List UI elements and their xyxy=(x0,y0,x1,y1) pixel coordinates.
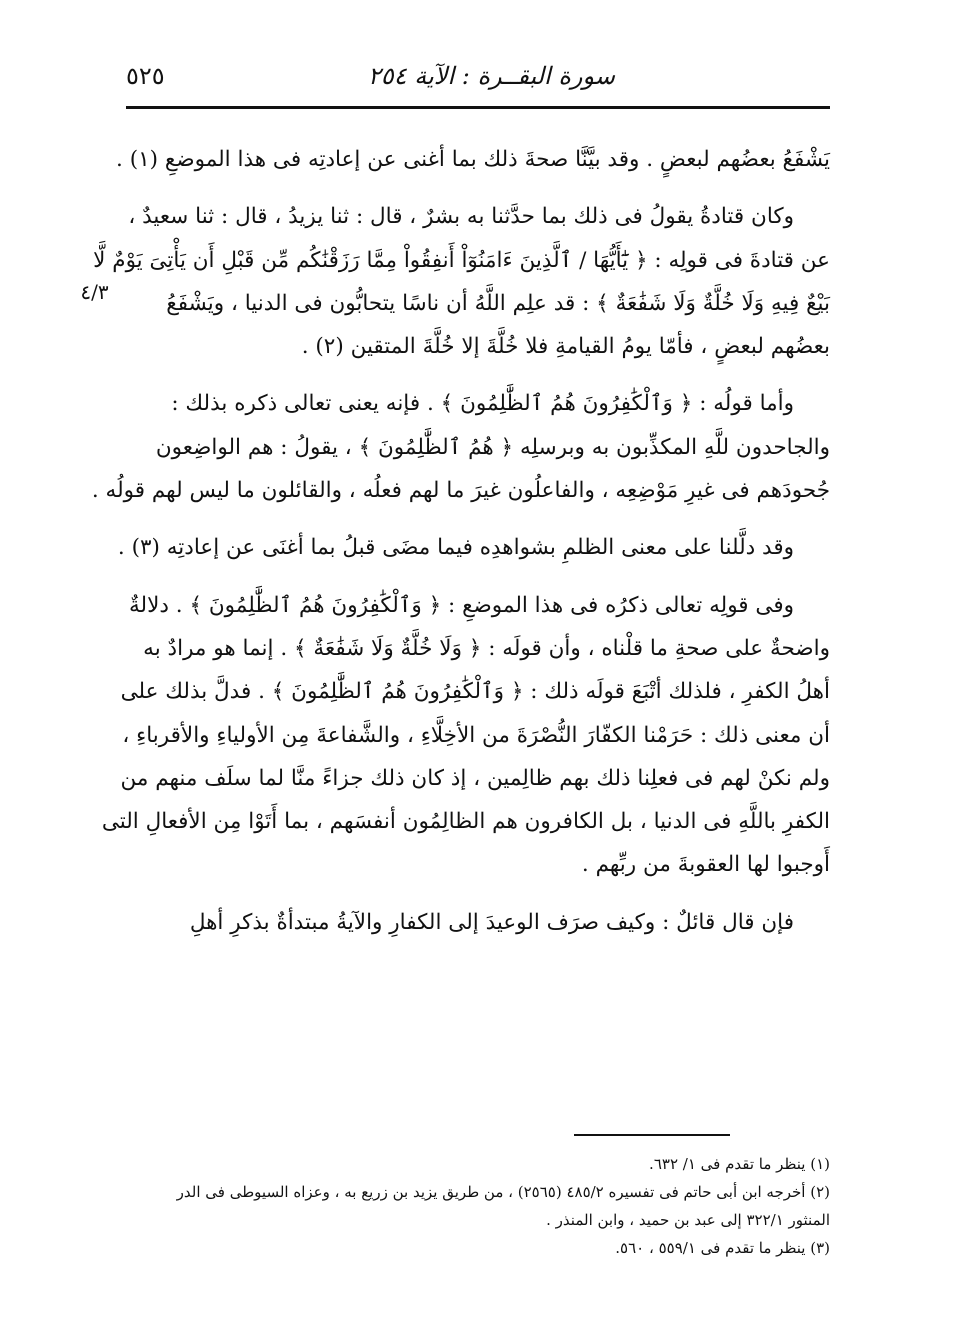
footnote-rule xyxy=(574,1134,730,1136)
text-line: وفى قولِه تعالى ذكرُه فى هذا الموضعِ : ﴿ وَٱلْكَٰفِرُونَ هُمُ ٱلظَّٰلِمُونَ ﴾ . دلالةٌ xyxy=(129,592,794,618)
header-rule xyxy=(126,106,830,109)
footnote-continuation: المنثور ٣٢٢/١ إلى عبد بن حميد ، وابن المنذر . xyxy=(546,1211,830,1229)
paragraph xyxy=(116,138,830,181)
text-line: وأما قولُه : ﴿ وَٱلْكَٰفِرُونَ هُمُ ٱلظَّٰلِمُونَ ﴾ . فإنه يعنى تعالى ذكره بذلك : xyxy=(171,391,794,417)
running-title: سورة البقــرة : الآية ٢٥٤ xyxy=(367,62,615,90)
text-line: والجاحدون للَّهِ المكذِّبون به وبرسلِه ﴿ هُمُ ٱلظَّٰلِمُونَ ﴾ ، يقولُ : هم الواضِعون xyxy=(155,434,830,460)
text-line: الكفرِ باللَّهِ فى الدنيا ، بل الكافرون هم الظالِمُون أنفسَهم ، بما أَتَوْا مِن الأفعالِ التى xyxy=(101,809,830,835)
text-line: بعضُهم لبعضٍ ، فأمّا يومُ القيامةِ فلا خُلَّةَ إلا خُلَّةَ المتقين (٢) . xyxy=(301,334,830,360)
text-line: وكان قتادةُ يقولُ فى ذلك بما حدَّثنا به بشرٌ ، قال : ثنا يزيدُ ، قال : ثنا سعيدٌ ، xyxy=(128,204,794,230)
text-line: أهلُ الكفرِ ، فلذلك أتْبَعَ قولَه ذلك : ﴿ وَٱلْكَٰفِرُونَ هُمُ ٱلظَّٰلِمُونَ ﴾ . فدلَّ بذلك على xyxy=(120,679,830,705)
text-line: بَيْعٌ فِيهِ وَلَا خُلَّةٌ وَلَا شَفَٰعَةٌ ﴾ : قد علِم اللَّهُ أن ناسًا يتحابُّون فى الدنيا ، ويَشْفَعُ xyxy=(166,290,830,316)
text-line: فإن قال قائلٌ : وكيف صرَف الوعيدَ إلى الكفارِ والآيةُ مبتدأةٌ بذكرِ أهلِ xyxy=(189,909,794,935)
text-line: عن قتادةَ فى قولِه : ﴿ يَٰٓأَيُّهَا / ٱلَّذِينَ ءَامَنُوٓاْ أَنفِقُواْ مِمَّا رَزَقْنَٰكُم مِّن قَبْلِ أَن يَأْتِىَ يَوْمٌ لَّا xyxy=(93,247,830,273)
text-line: جُحودَهم فى غيرِ مَوْضِعِه ، والفاعلُون غيرَ ما لهم فعلُه ، والقائلون ما ليس لهم قولُه . xyxy=(91,478,830,504)
text-line: أن معنى ذلك : حَرَمْنا الكفّارَ النُّصْرَةَ من الأخِلَّاءِ ، والشَّفاعةَ مِن الأولياءِ والأقرباءِ ، xyxy=(122,722,830,748)
paragraph xyxy=(126,901,830,944)
text-line: واضحةٌ على صحةِ ما قلْناه ، وأن قولَه : ﴿ وَلَا خُلَّةٌ وَلَا شَفَٰعَةٌ ﴾ . إنما هو مرادٌ به xyxy=(143,635,830,661)
text-line: وقد دلَّلنا على معنى الظلمِ بشواهدِه فيما مضَى قبلُ بما أغنَى عن إعادتِه (٣) . xyxy=(117,535,794,561)
paragraph xyxy=(91,382,830,512)
margin-volume-reference: ٤/٣ xyxy=(80,280,109,304)
paragraph xyxy=(101,584,830,887)
page-header xyxy=(126,58,830,98)
footnote: (٢) أخرجه ابن أبى حاتم فى تفسيره ٤٨٥/٢ (٢٥٦٥) ، من طريق يزيد بن زريع به ، وعزاه السيوطى فى الدر xyxy=(176,1183,830,1201)
text-line: أَوجبوا لها العقوبةَ من ربِّهم . xyxy=(581,852,830,878)
text-line: ولم نكنْ لهم فى فعلِنا ذلك بهم ظالِمين ، إذ كان ذلك جزاءً منَّا لما سلَف منهم من xyxy=(120,765,830,791)
page-number: ٥٢٥ xyxy=(126,62,165,90)
footnote: (١) ينظر ما تقدم فى ١/ ٦٣٢. xyxy=(649,1155,830,1173)
footnote: (٣) ينظر ما تقدم فى ٥٥٩/١ ، ٥٦٠. xyxy=(615,1239,830,1257)
footnotes xyxy=(126,1150,830,1262)
text-line: يَشْفَعُ بعضُهم لبعضٍ . وقد بيَّنَّا صحةَ ذلك بما أغنى عن إعادتِه فى هذا الموضعِ (١) . xyxy=(116,147,830,172)
paragraph xyxy=(117,526,830,569)
